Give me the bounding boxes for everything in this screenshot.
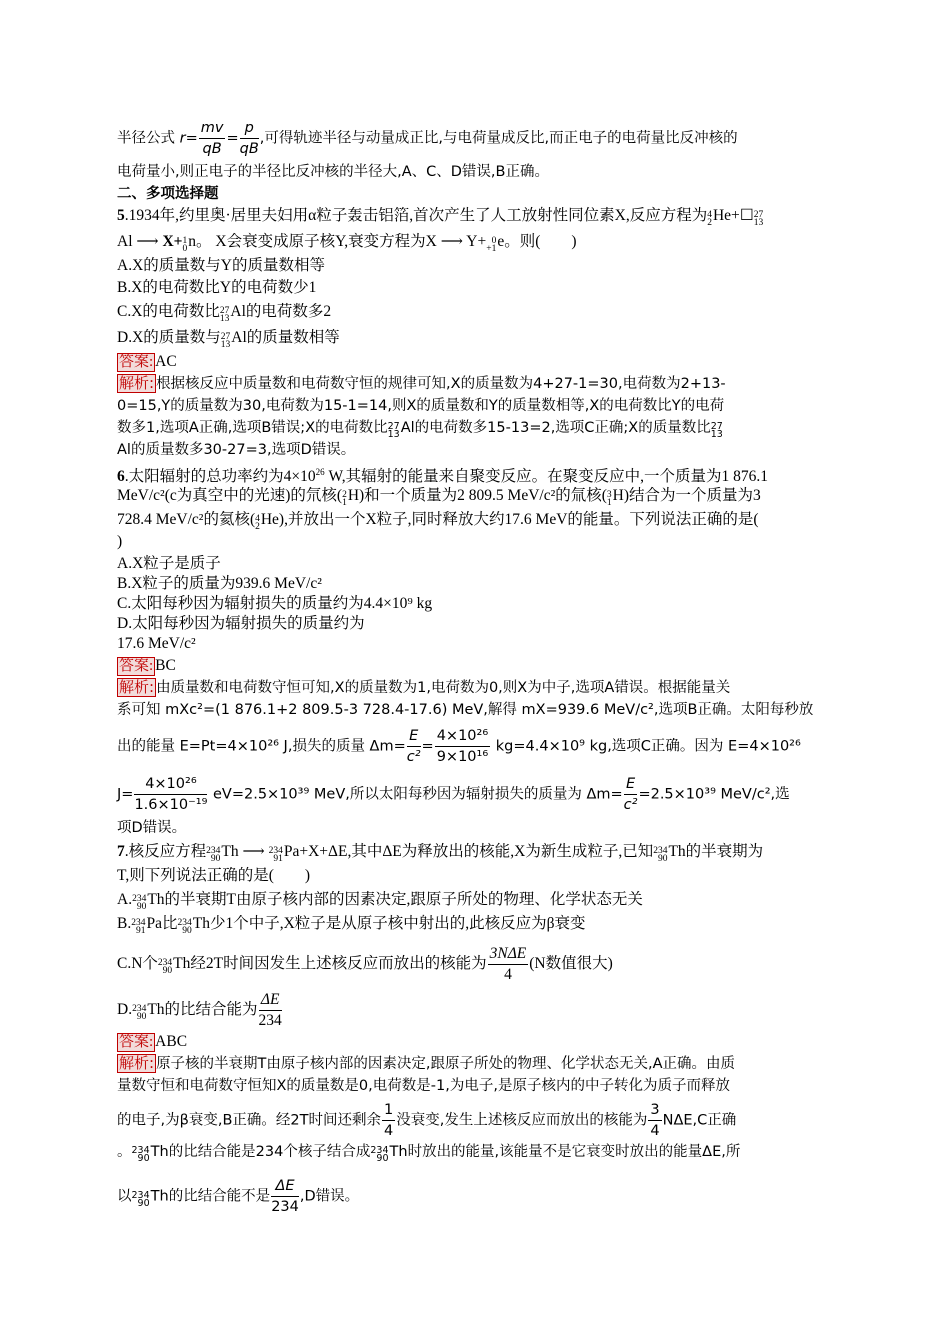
text: 半径公式 [117,130,175,147]
q7-answer: 答案: ABC [119,1033,188,1050]
q6-analysis-1: 解析: 由质量数和电荷数守恒可知,X的质量数为1,电荷数为0,则X为中子,选项A错误。根据能量关 [119,678,731,696]
analysis-tag: 解析: [119,1054,155,1072]
fraction-1-4: $\frac{1}{4}$ [384,1102,394,1139]
nuclide-al: 27 13 [219,306,230,324]
q6-analysis-2: 系可知 mXc²=(1 876.1+2 809.5-3 728.4-17.6) MeV,解得 mX=939.6 MeV/c²,选项B正确。太阳每秒放 [117,702,814,718]
fraction-energy-over-c2: $\frac{\text{4×10²⁶}}{\text{9×10¹⁶}}$ [436,728,489,765]
q5-option-b: B.X的电荷数比Y的电荷数少1 [117,279,317,296]
q5-stem-line-2 [117,232,577,253]
nuclide-al: 27 13 [220,332,231,350]
q5-option-d: D.X的质量数与 27 13 Al的质量数相等 [117,329,340,350]
q6-option-b: B.X粒子的质量为939.6 MeV/c² [117,575,322,592]
nuclide-th: 234 90 [132,1004,147,1023]
text: He+ [712,207,740,224]
q5-option-a: A.X的质量数与Y的质量数相等 [117,257,325,274]
text: .1934年,约里奥·居里夫妇用α粒子轰击铝箔,首次产生了人工放射性同位素X,反应方程为 [124,207,708,224]
text: Al [117,233,133,250]
q5-analysis-2: 0=15,Y的质量数为30,电荷数为15-1=14,则X的质量数和Y的质量数相等,X的电荷数比Y的电荷 [117,398,725,414]
answer-tag: 答案: [119,354,154,370]
answer-tag: 答案: [119,1034,154,1050]
box-glyph: ☐ [739,207,754,224]
intro-line-1 [117,118,738,159]
arrow-icon: ⟶ [238,843,269,860]
nuclide-th: 234 90 [370,1145,389,1164]
q6-analysis-5: 项D错误。 [117,820,187,836]
q7-analysis-3: 的电子,为β衰变,B正确。经2T时间还剩余 $\frac{1}{4}$ 没衰变,发生上述核反应而放出的核能为 $\frac{3}{4}$ NΔE,C正确 [117,1102,737,1139]
nuclide-al: 27 13 [753,210,764,228]
nuclide-al: 27 13 [710,421,723,440]
q7-option-b: B. 234 91 Pa比 234 90 Th少1个中子,X粒子是从原子核中射出的,此核反应为β衰变 [117,915,586,936]
fraction-joule-to-ev: $\frac{\text{4×10²⁶}}{\text{1.6×10⁻¹⁹}}$ [134,776,208,813]
arrow-icon: ⟶ [436,233,467,250]
nuclide-th: 234 90 [131,1145,150,1164]
q5-stem-line-1 [117,206,764,227]
text: n。 [188,233,212,250]
q7-option-d: D. 234 90 Th的比结合能为 $\frac{\Delta E}{234}$ [117,991,282,1029]
q6-option-d-1: D.太阳每秒因为辐射损失的质量约为 [117,615,365,632]
q6-stem-line-2: MeV/c²(c为真空中的光速)的氘核( 2 1 H)和一个质量为2 809.5 MeV/c²的氚核( 3 1 H)结合为一个质量为3 [117,487,761,508]
nuclide-th: 234 90 [132,894,147,912]
nuclide-pa: 234 91 [131,918,146,936]
formula-r: r= [179,130,198,147]
q6-stem-line-3: 728.4 MeV/c²的氦核( 4 2 He),并放出一个X粒子,同时释放大约17.6 MeV的能量。下列说法正确的是( [117,511,759,532]
section-title: 二、多项选择题 [117,186,219,202]
q6-analysis-3: 出的能量 E=Pt=4×10²⁶ J,损失的质量 Δm= $\frac{E}{\text{c²}}$ = $\frac{\text{4×10²⁶}}{\text{9×10¹⁶}}$ kg=4.4×10⁹ kg,选项C正确。因为 E=4×10²⁶ [117,728,801,765]
q5-option-c: C.X的电荷数比 27 13 Al的电荷数多2 [117,303,332,324]
nuclide-th: 234 90 [653,846,668,864]
arrow-icon: ⟶ [132,233,163,250]
nuclide-th: 234 90 [177,918,192,936]
q5-analysis-3: 数多1,选项A正确,选项B错误;X的电荷数比 27 13 Al的电荷数多15-13=2,选项C正确;X的质量数比 27 13 [117,420,723,440]
text: e。则( ) [497,233,577,250]
nuclide-th: 234 90 [206,846,221,864]
fraction-3NdE-4: $\frac{\text{3NΔE}}{4}$ [489,945,527,983]
analysis-tag: 解析: [119,374,155,392]
equals-sign: = [226,130,239,147]
q5-analysis-1: 解析: 根据核反应中质量数和电荷数守恒的规律可知,X的质量数为4+27-1=30,电荷数为2+13- [119,374,726,392]
fraction-3-4: $\frac{3}{4}$ [650,1102,660,1139]
fraction-E-c2: $\frac{E}{\text{c²}}$ [623,776,638,813]
q6-option-a: A.X粒子是质子 [117,555,221,572]
q7-option-c: C.N个 234 90 Th经2T时间因发生上述核反应而放出的核能为 $\frac{\text{3NΔE}}{4}$ (N数值很大) [117,945,613,983]
nuclide-pa: 234 91 [268,846,283,864]
nuclide-he: 4 2 [707,210,712,228]
q7-analysis-2: 量数守恒和电荷数守恒知X的质量数是0,电荷数是-1,为电子,是原子核内的中子转化为质子而释放 [117,1078,730,1094]
analysis-tag: 解析: [119,678,155,696]
q7-stem-line-1: 7.核反应方程 234 90 Th ⟶ 234 91 Pa+X+ΔE,其中ΔE为释放出的核能,X为新生成粒子,已知 234 90 Th的半衰期为 [117,843,764,864]
nuclide-al: 27 13 [387,421,400,440]
q6-stem-line-4: ) [117,533,123,550]
text: X会衰变成原子核Y,衰变方程为X [215,233,437,250]
q7-analysis-1: 解析: 原子核的半衰期T由原子核内部的因素决定,跟原子所处的物理、化学状态无关,A正确。由质 [119,1054,736,1072]
q7-analysis-4: 。 234 90 Th的比结合能是234个核子结合成 234 90 Th时放出的能量,该能量不是它衰变时放出的能量ΔE,所 [117,1144,741,1164]
q5-answer: 答案: AC [119,353,177,370]
fraction-mv-qB: $\frac{mv}{qB}$ [200,120,224,157]
nuclide-he: 4 2 [255,514,260,532]
q7-stem-line-2: T,则下列说法正确的是( ) [117,867,311,884]
nuclide-h3: 3 1 [606,490,612,508]
q5-analysis-4: Al的质量数多30-27=3,选项D错误。 [117,442,356,458]
text: Y+ [466,233,487,250]
q7-option-a: A. 234 90 Th的半衰期T由原子核内部的因素决定,跟原子所处的物理、化学状态无关 [117,891,643,912]
text: ,可得轨迹半径与动量成正比,与电荷量成反比,而正电子的电荷量比反冲核的 [259,130,738,147]
q6-answer: 答案: BC [119,657,176,674]
fraction-p-qB: $\frac{p}{qB}$ [239,120,259,157]
fraction-dE-234: $\frac{\Delta E}{234}$ [271,1178,299,1215]
fraction-dE-234: $\frac{\Delta E}{234}$ [258,991,282,1029]
answer-tag: 答案: [119,658,154,674]
q6-option-c: C.太阳每秒因为辐射损失的质量约为4.4×10⁹ kg [117,595,433,612]
nuclide-h2: 2 1 [342,490,347,508]
q6-analysis-4: J= $\frac{\text{4×10²⁶}}{\text{1.6×10⁻¹⁹}}$ eV=2.5×10³⁹ MeV,所以太阳每秒因为辐射损失的质量为 Δm= $\frac{E}{\text{c²}}$ =2.5×10³⁹ MeV/c²,选 [117,776,790,813]
q7-analysis-5: 以 234 90 Th的比结合能不是 $\frac{\Delta E}{234}$ ,D错误。 [117,1178,360,1215]
nuclide-e: 0 +1 [486,236,497,254]
text: X+ [162,233,183,250]
fraction-E-c2: $\frac{E}{\text{c²}}$ [406,728,421,765]
nuclide-n: 1 0 [182,236,188,254]
q6-option-d-2: 17.6 MeV/c² [117,635,196,652]
q6-stem-line-1: 6.太阳辐射的总功率约为$4\times 10^{26}$ W,其辐射的能量来自聚变反应。在聚变反应中,一个质量为1 876.1 [117,467,768,486]
nuclide-th: 234 90 [131,1189,150,1209]
nuclide-th: 234 90 [157,958,173,977]
intro-line-2: 电荷量小,则正电子的半径比反冲核的半径大,A、C、D错误,B正确。 [117,164,549,180]
question-number: 5 [117,207,125,224]
